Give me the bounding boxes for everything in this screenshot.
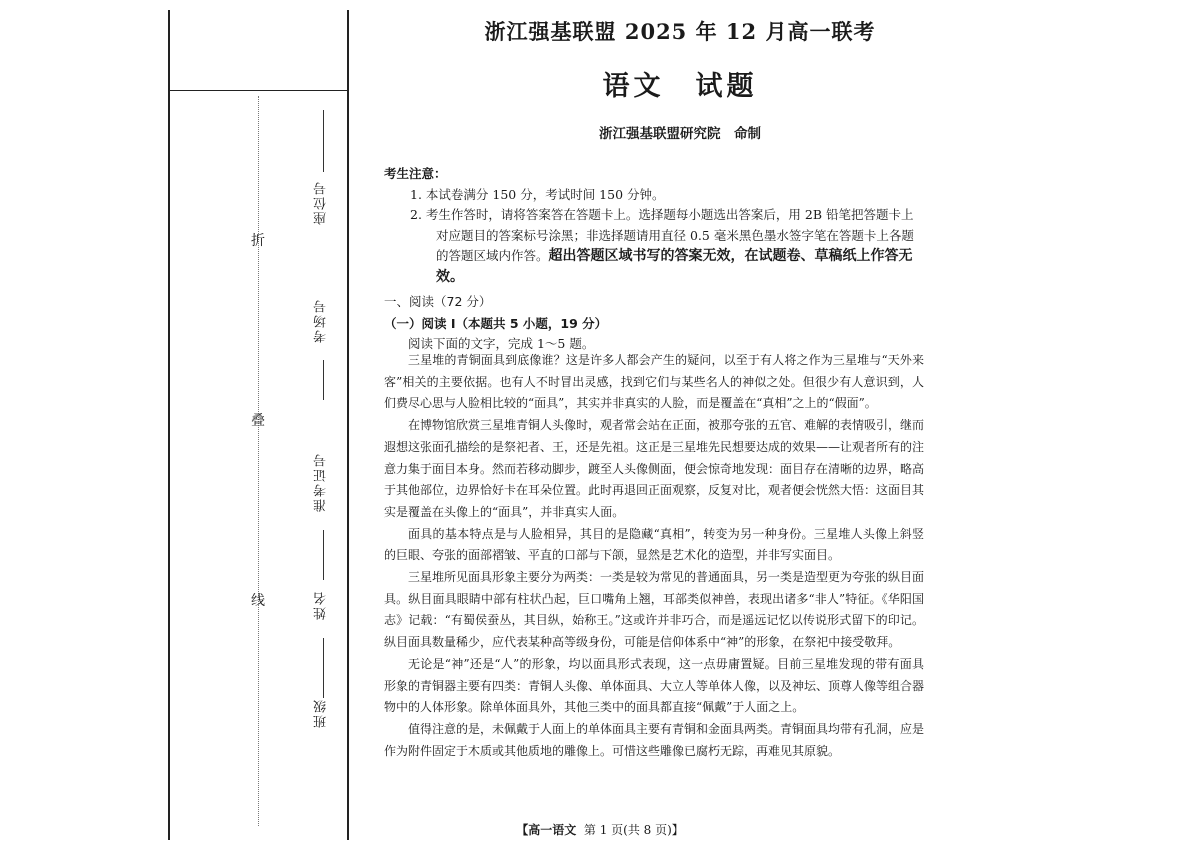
fold-dotted-line [258,96,259,826]
exam-title: 浙江强基联盟 2025 年 12 月高一联考 [484,19,876,44]
passage-paragraph: 三星堆所见面具形象主要分为两类：一类是较为常见的普通面具，另一类是造型更为夸张的纵目面具。纵目面具眼睛中部有柱状凸起，巨口嘴角上翘，耳部类似神兽，表现出诸多“非人”特征。《华阳国志》记载：“有蜀侯蚕丛，其目纵，始称王。”这或许并非巧合，而是遥远记忆以传说形式留下的印记。纵目面具数量稀少，应代表某种高等级身份，可能是信仰体系中“神”的形象，在祭祀中接受敬拜。 [384,570,925,650]
subsection-heading: （一）阅读 Ⅰ（本题共 5 小题，19 分） [384,316,608,331]
notice-heading: 考生注意： [384,166,447,181]
name-field[interactable] [312,560,336,690]
passage-paragraph: 无论是“神”还是“人”的形象，均以面具形式表现，这一点毋庸置疑。目前三星堆发现的带有面具形象的青铜器主要有四类：青铜人头像、单体面具、大立人等单体人像，以及神坛、顶尊人像等组合器物中的人体形象。除单体面具外，其他三类中的面具都直接“佩戴”于人面之上。 [384,656,925,715]
candidate-notice [384,164,924,287]
subject-title: 语文 试题 [602,71,758,102]
notice-item-2-text: 2. 考生作答时，请将答案答在答题卡上。选择题每小题选出答案后，用 2B 铅笔把答题卡上对应题目的答案标号涂黑；非选择题请用直径 0.5 毫米黑色墨水签字笔在答题卡上各题的答题区域内作答。 [410,207,914,263]
part-heading: 一、阅读（72 分） [384,294,492,309]
seat-number-blank [323,110,324,172]
exam-room-field[interactable] [312,250,336,380]
issuer-line: 浙江强基联盟研究院 命制 [599,126,761,142]
seat-number-field[interactable] [312,110,336,240]
instruction: 阅读下面的文字，完成 1～5 题。 [408,336,595,351]
seat-number-label: 座位号 [314,180,329,225]
passage-paragraph: 在博物馆欣赏三星堆青铜人头像时，观者常会站在正面，被那夸张的五官、难解的表情吸引，继而遐想这张面孔描绘的是祭祀者、王，还是先祖。这正是三星堆先民想要达成的效果——让观者所有的注意力集于面目本身。然而若移动脚步，踱至人头像侧面，便会惊奇地发现：面目存在清晰的边界，略高于其他部位，边界恰好卡在耳朵位置。此时再退回正面观察，反复对比，观者便会恍然大悟：这面目其实是覆盖在头像上的“面具”，并非真实人面。 [384,418,925,519]
margin-top-rule [168,90,349,91]
class-field[interactable] [312,690,336,750]
fold-char-2: 叠 [251,413,265,429]
footer-page-info: 第 1 页(共 8 页)】 [583,823,684,837]
notice-item-2 [410,205,924,287]
exam-room-label: 考场号 [314,298,329,343]
margin-outer-line [168,10,170,840]
reading-passage [384,350,924,762]
fold-char-1: 折 [251,233,265,249]
admission-number-label: 准考证号 [314,452,329,512]
class-label: 班级 [314,698,329,728]
passage-paragraph: 三星堆的青铜面具到底像谁？这是许多人都会产生的疑问，以至于有人将之作为三星堆与“天外来客”相关的主要依据。也有人不时冒出灵感，找到它们与某些名人的神似之处。但很少有人意识到，人们费尽心思与人脸相比较的“面具”，其实并非真实的人脸，而是覆盖在“真相”之上的“假面”。 [384,353,924,411]
passage-paragraph: 面具的基本特点是与人脸相异，其目的是隐藏“真相”，转变为另一种身份。三星堆人头像上斜竖的巨眼、夸张的面部褶皱、平直的口部与下颌，显然是艺术化的造型，并非写实面目。 [384,526,924,563]
name-label: 姓名 [314,590,329,620]
admission-number-field[interactable] [312,400,336,570]
notice-item-1: 1. 本试卷满分 150 分，考试时间 150 分钟。 [410,186,665,202]
passage-paragraph: 值得注意的是，未佩戴于人面上的单体面具主要有青铜和金面具两类。青铜面具均带有孔洞，应是作为附件固定于木质或其他质地的雕像上。可惜这些雕像已腐朽无踪，再难见其原貌。 [384,721,925,758]
name-blank [323,638,324,698]
notice-item-2-emphasis: 超出答题区域书写的答案无效，在试题卷、草稿纸上作答无效。 [436,248,913,285]
fold-char-3: 线 [251,593,265,609]
exam-room-blank [323,360,324,400]
margin-inner-line [347,10,349,840]
footer-subject: 【高一语文 [516,823,577,837]
page-footer [0,821,1200,838]
